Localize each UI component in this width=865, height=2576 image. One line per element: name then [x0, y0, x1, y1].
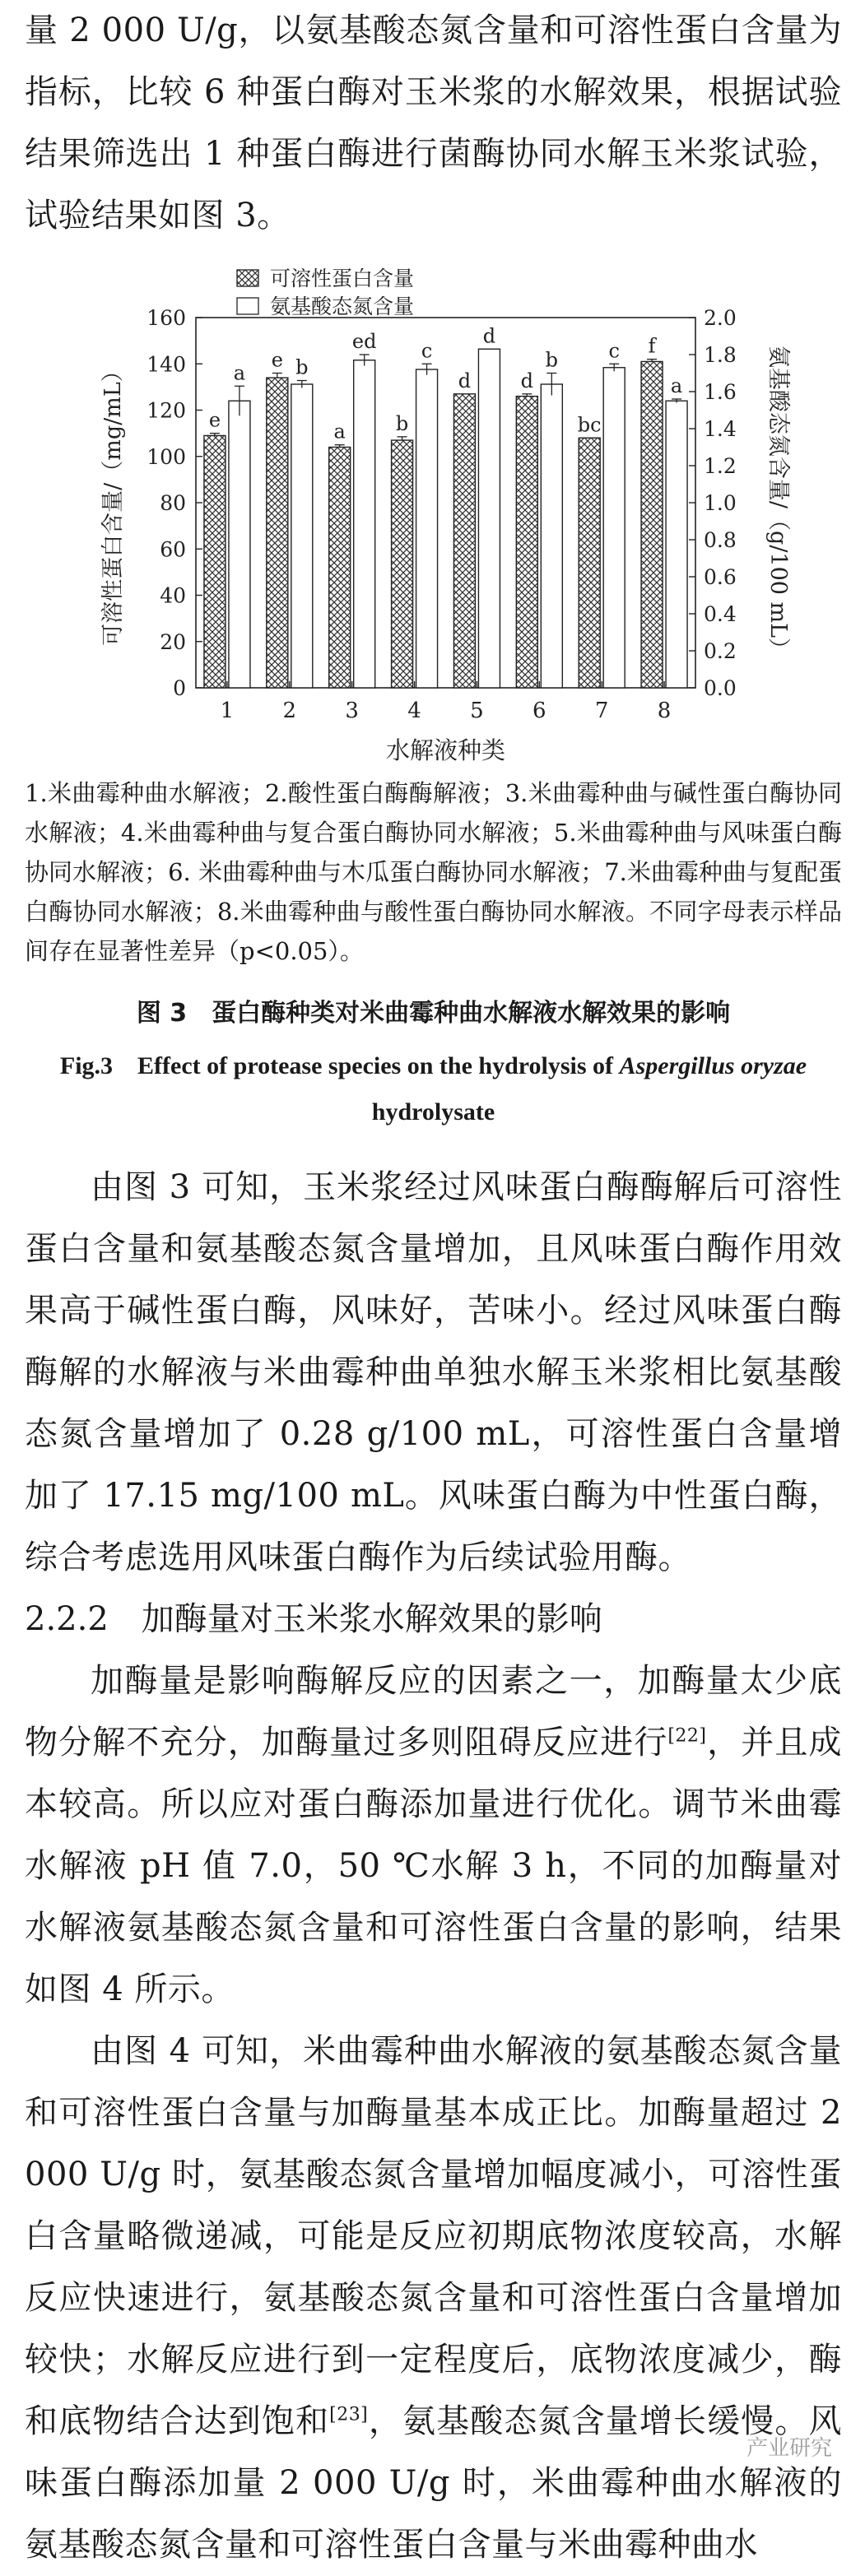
caption-en-prefix: Fig.3 Effect of protease species on the hydrolysis of	[59, 1052, 620, 1079]
legend-label-nitrogen: 氨基酸态氮含量	[270, 295, 415, 318]
left-tick-label: 80	[160, 491, 186, 515]
right-tick-label: 2.0	[704, 306, 737, 330]
fig4-text-a: 由图 4 可知，米曲霉种曲水解液的氨基酸态氮含量和可溶性蛋白含量与加酶量基本成正比。加酶量超过 2 000 U/g 时，氨基酸态氮含量增加幅度减小，可溶性蛋白含量略微递减，可能是反应初期底物浓度较高，水解反应快速进行，氨基酸态氮含量和可溶性蛋白含量增加较快；水解反应进行到一定程度后，底物浓度减少，酶和底物结合达到饱和	[25, 2032, 842, 2440]
x-axis-label: 水解液种类	[385, 736, 506, 764]
right-tick-label: 0.0	[704, 676, 737, 700]
label-nitrogen: a	[670, 374, 683, 397]
bar-soluble-protein	[579, 438, 600, 688]
right-tick-label: 1.2	[704, 454, 737, 478]
bar-amino-nitrogen	[478, 349, 500, 688]
label-nitrogen: b	[295, 355, 309, 379]
label-nitrogen: ed	[351, 330, 377, 353]
x-tick-label: 1	[220, 699, 235, 723]
label-nitrogen: d	[482, 324, 496, 348]
fig4-paragraph	[25, 2021, 842, 2576]
bar-soluble-protein	[641, 361, 663, 688]
x-tick-label: 7	[594, 699, 609, 723]
left-tick-label: 100	[146, 444, 186, 469]
x-tick-label: 5	[470, 699, 484, 723]
right-tick-label: 1.0	[704, 491, 737, 515]
figure-notes: 1.米曲霉种曲水解液；2.酸性蛋白酶酶解液；3.米曲霉种曲与碱性蛋白酶协同水解液；4.米曲霉种曲与复合蛋白酶协同水解液；5.米曲霉种曲与风味蛋白酶协同水解液；6. 米曲霉种曲与木瓜蛋白酶协同水解液；7.米曲霉种曲与复配蛋白酶协同水解液；8.米曲霉种曲与酸性蛋白酶协同水解液。不同字母表示样品间存在显著性差异（p<0.05）。	[25, 779, 842, 965]
right-tick-label: 0.6	[704, 565, 737, 589]
right-tick-label: 0.2	[704, 639, 737, 663]
left-tick-label: 40	[160, 583, 186, 608]
bar-amino-nitrogen	[354, 360, 375, 688]
caption-en-suffix: hydrolysate	[371, 1098, 495, 1126]
y-axis-label-left: 可溶性蛋白含量/（mg/mL）	[100, 360, 126, 646]
figure-caption-cn: 图 3 蛋白酶种类对米曲霉种曲水解液水解效果的影响	[136, 999, 731, 1028]
results-paragraph: 由图 3 可知，玉米浆经过风味蛋白酶酶解后可溶性蛋白含量和氨基酸态氮含量增加，且风味蛋白酶作用效果高于碱性蛋白酶，风味好，苦味小。经过风味蛋白酶酶解的水解液与米曲霉种曲单独水解玉米浆相比氨基酸态氮含量增加了 0.28 g/100 mL，可溶性蛋白含量增加了 17.15 mg/100 mL。风味蛋白酶为中性蛋白酶，综合考虑选用风味蛋白酶作为后续试验用酶。	[25, 1168, 842, 1576]
bar-amino-nitrogen	[666, 401, 687, 688]
x-tick-label: 8	[657, 699, 672, 723]
bar-amino-nitrogen	[229, 401, 250, 688]
label-protein: e	[208, 408, 221, 432]
left-tick-label: 160	[146, 306, 186, 330]
bar-soluble-protein	[516, 397, 537, 688]
right-tick-label: 1.4	[704, 417, 737, 441]
enzyme-text-a: 加酶量是影响酶解反应的因素之一，加酶量太少底物分解不充分，加酶量过多则阻碍反应进行	[25, 1662, 842, 1761]
left-tick-label: 120	[146, 398, 186, 423]
fig4-text-b: ，氨基酸态氮含量增长缓慢。风味蛋白酶添加量 2 000 U/g 时，米曲霉种曲水解液的氨基酸态氮含量和可溶性蛋白含量与米曲霉种曲水	[25, 2402, 843, 2564]
label-nitrogen: c	[421, 339, 433, 363]
label-protein: a	[333, 420, 346, 443]
bar-amino-nitrogen	[541, 384, 562, 688]
right-tick-label: 1.8	[704, 343, 737, 367]
watermark: 产业研究	[746, 2436, 832, 2461]
label-protein: d	[458, 369, 472, 392]
legend-swatch-nitrogen	[237, 298, 258, 314]
label-protein: d	[520, 369, 533, 392]
bar-soluble-protein	[329, 448, 351, 689]
left-tick-label: 60	[160, 537, 186, 562]
y-axis-label-right: 氨基酸态氮含量/（g/100 mL）	[765, 345, 791, 661]
section-heading: 2.2.2 加酶量对玉米浆水解效果的影响	[25, 1600, 602, 1638]
label-nitrogen: b	[545, 348, 558, 372]
bar-chart	[25, 260, 842, 770]
bar-soluble-protein	[204, 435, 226, 688]
x-tick-label: 3	[345, 699, 359, 723]
enzyme-text-b: ，并且成本较高。所以应对蛋白酶添加量进行优化。调节米曲霉水解液 pH 值 7.0，50 ℃水解 3 h，不同的加酶量对水解液氨基酸态氮含量和可溶性蛋白含量的影响，结果如图 4 所示。	[25, 1724, 843, 2008]
citation-22: [22]	[667, 1725, 707, 1747]
figure-caption-en	[25, 1043, 842, 1135]
right-tick-label: 0.4	[704, 602, 737, 626]
bar-amino-nitrogen	[603, 368, 625, 688]
left-tick-label: 140	[146, 352, 186, 377]
right-tick-label: 0.8	[704, 528, 737, 552]
citation-23: [23]	[329, 2404, 369, 2425]
label-protein: bc	[577, 413, 602, 437]
left-tick-label: 20	[160, 629, 186, 654]
label-protein: b	[395, 411, 409, 435]
enzyme-paragraph	[25, 1650, 842, 2021]
x-tick-label: 6	[532, 699, 546, 723]
label-protein: e	[271, 348, 283, 372]
label-nitrogen: a	[233, 361, 246, 385]
bar-soluble-protein	[453, 394, 475, 688]
bar-amino-nitrogen	[416, 369, 438, 688]
label-nitrogen: c	[608, 339, 620, 363]
legend-label-protein: 可溶性蛋白含量	[270, 267, 415, 290]
right-tick-label: 1.6	[704, 380, 737, 404]
bar-soluble-protein	[392, 440, 413, 688]
caption-en-species: Aspergillus oryzae	[619, 1052, 807, 1079]
bar-amino-nitrogen	[291, 384, 313, 688]
bar-soluble-protein	[267, 378, 288, 688]
legend-swatch-protein	[237, 270, 258, 286]
left-tick-label: 0	[173, 676, 186, 700]
x-tick-label: 4	[407, 699, 421, 723]
figure-3	[25, 260, 842, 770]
label-protein: f	[648, 334, 656, 358]
x-tick-label: 2	[282, 699, 297, 723]
intro-paragraph: 量 2 000 U/g，以氨基酸态氮含量和可溶性蛋白含量为指标，比较 6 种蛋白酶对玉米浆的水解效果，根据试验结果筛选出 1 种蛋白酶进行菌酶协同水解玉米浆试验，试验结果如图 3。	[25, 12, 842, 234]
